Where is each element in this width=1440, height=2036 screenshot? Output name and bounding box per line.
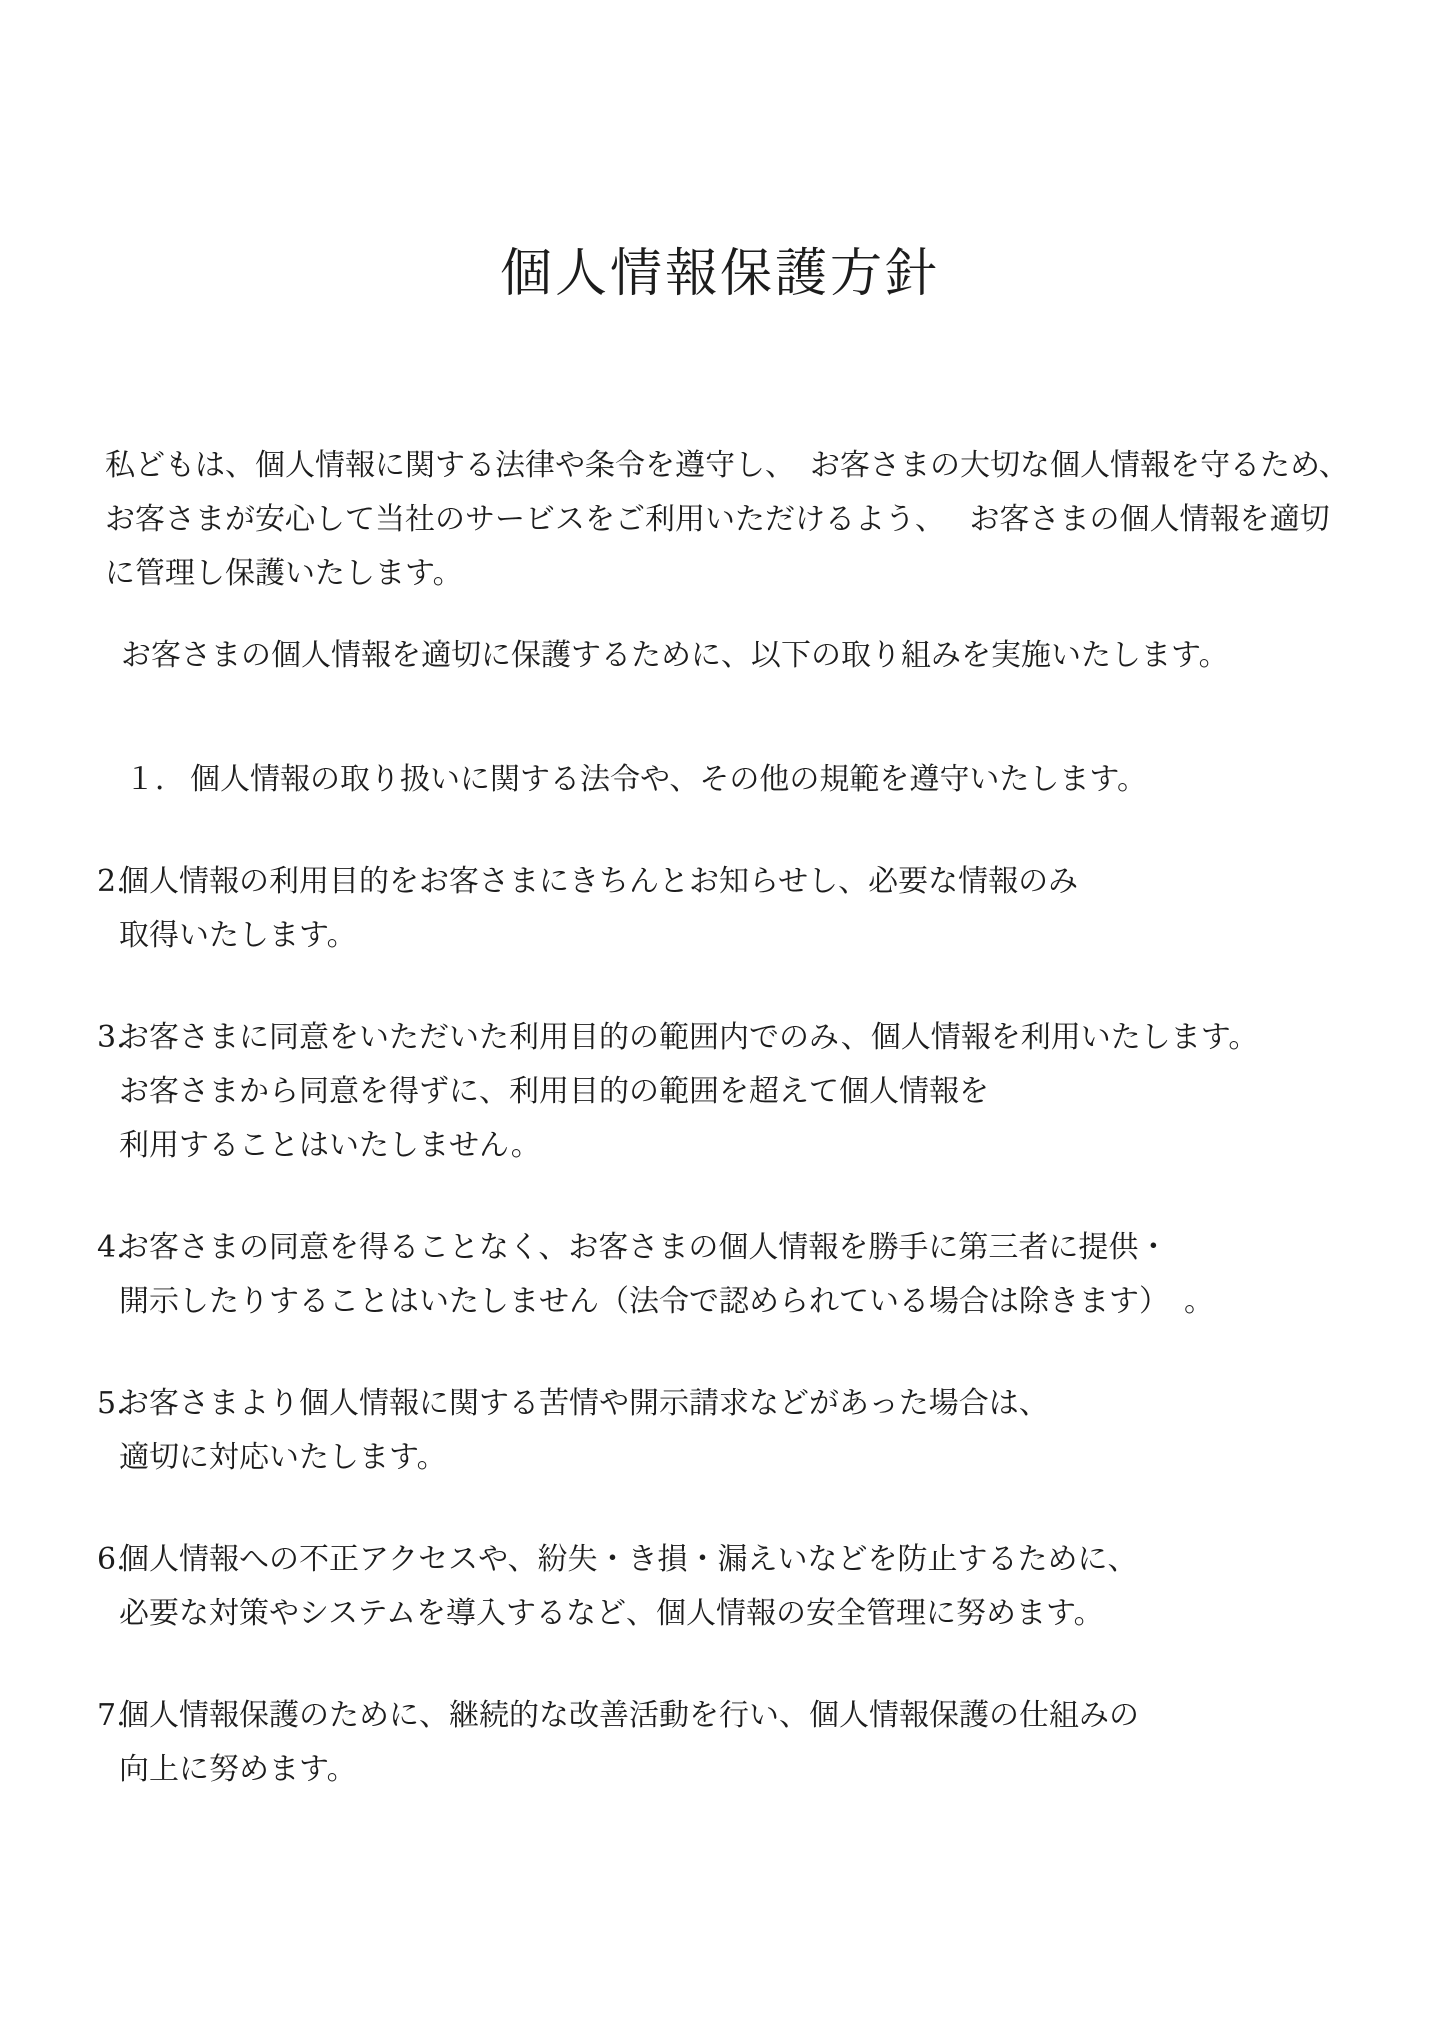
item-number: 3. (97, 1020, 126, 1056)
item-line: 必要な対策やシステムを導入するなど、個人情報の安全管理に努めます。 (119, 1596, 1104, 1632)
item-number: １． (125, 762, 185, 798)
item-number: 4. (97, 1230, 126, 1266)
item-number: 2. (97, 864, 126, 900)
policy-item-list (97, 753, 1440, 1797)
item-line: 利用することはいたしません。 (119, 1128, 541, 1164)
lead-line: お客さまの個人情報を適切に保護するために、以下の取り組みを実施いたします。 (121, 638, 1229, 674)
item-number: 5. (97, 1386, 126, 1422)
policy-item-1 (97, 753, 1440, 807)
policy-item-3 (97, 1011, 1440, 1173)
intro-line: に管理し保護いたします。 (105, 556, 463, 592)
item-line: お客さまの同意を得ることなく、お客さまの個人情報を勝手に第三者に提供・ (119, 1230, 1169, 1266)
item-line: 個人情報の利用目的をお客さまにきちんとお知らせし、必要な情報のみ (119, 864, 1079, 900)
item-line: お客さまから同意を得ずに、利用目的の範囲を超えて個人情報を (119, 1074, 989, 1110)
intro-paragraph (105, 439, 1380, 601)
item-number: 7. (97, 1698, 126, 1734)
item-number: 6. (97, 1542, 126, 1578)
item-line: 個人情報の取り扱いに関する法令や、その他の規範を遵守いたします。 (190, 762, 1147, 798)
lead-sentence (121, 629, 1380, 683)
policy-item-7 (97, 1689, 1440, 1797)
page-title: 個人情報保護方針 (499, 244, 940, 304)
item-line: 個人情報保護のために、継続的な改善活動を行い、個人情報保護の仕組みの (119, 1698, 1139, 1734)
policy-item-2 (97, 855, 1440, 963)
policy-item-6 (97, 1533, 1440, 1641)
policy-item-5 (97, 1377, 1440, 1485)
intro-line: 私どもは、個人情報に関する法律や条令を遵守し、 お客さまの大切な個人情報を守るため、 (105, 448, 1349, 484)
intro-line: お客さまが安心して当社のサービスをご利用いただけるよう、 お客さまの個人情報を適切 (105, 502, 1330, 538)
item-line: 適切に対応いたします。 (119, 1440, 447, 1476)
item-line: 向上に努めます。 (119, 1752, 357, 1788)
item-line: お客さまより個人情報に関する苦情や開示請求などがあった場合は、 (119, 1386, 1049, 1422)
item-line: お客さまに同意をいただいた利用目的の範囲内でのみ、個人情報を利用いたします。 (119, 1020, 1259, 1056)
policy-item-4 (97, 1221, 1440, 1329)
item-line: 取得いたします。 (119, 918, 357, 954)
item-line: 個人情報への不正アクセスや、紛失・き損・漏えいなどを防止するために、 (119, 1542, 1138, 1578)
item-line: 開示したりすることはいたしません（法令で認められている場合は除きます） 。 (119, 1284, 1214, 1320)
